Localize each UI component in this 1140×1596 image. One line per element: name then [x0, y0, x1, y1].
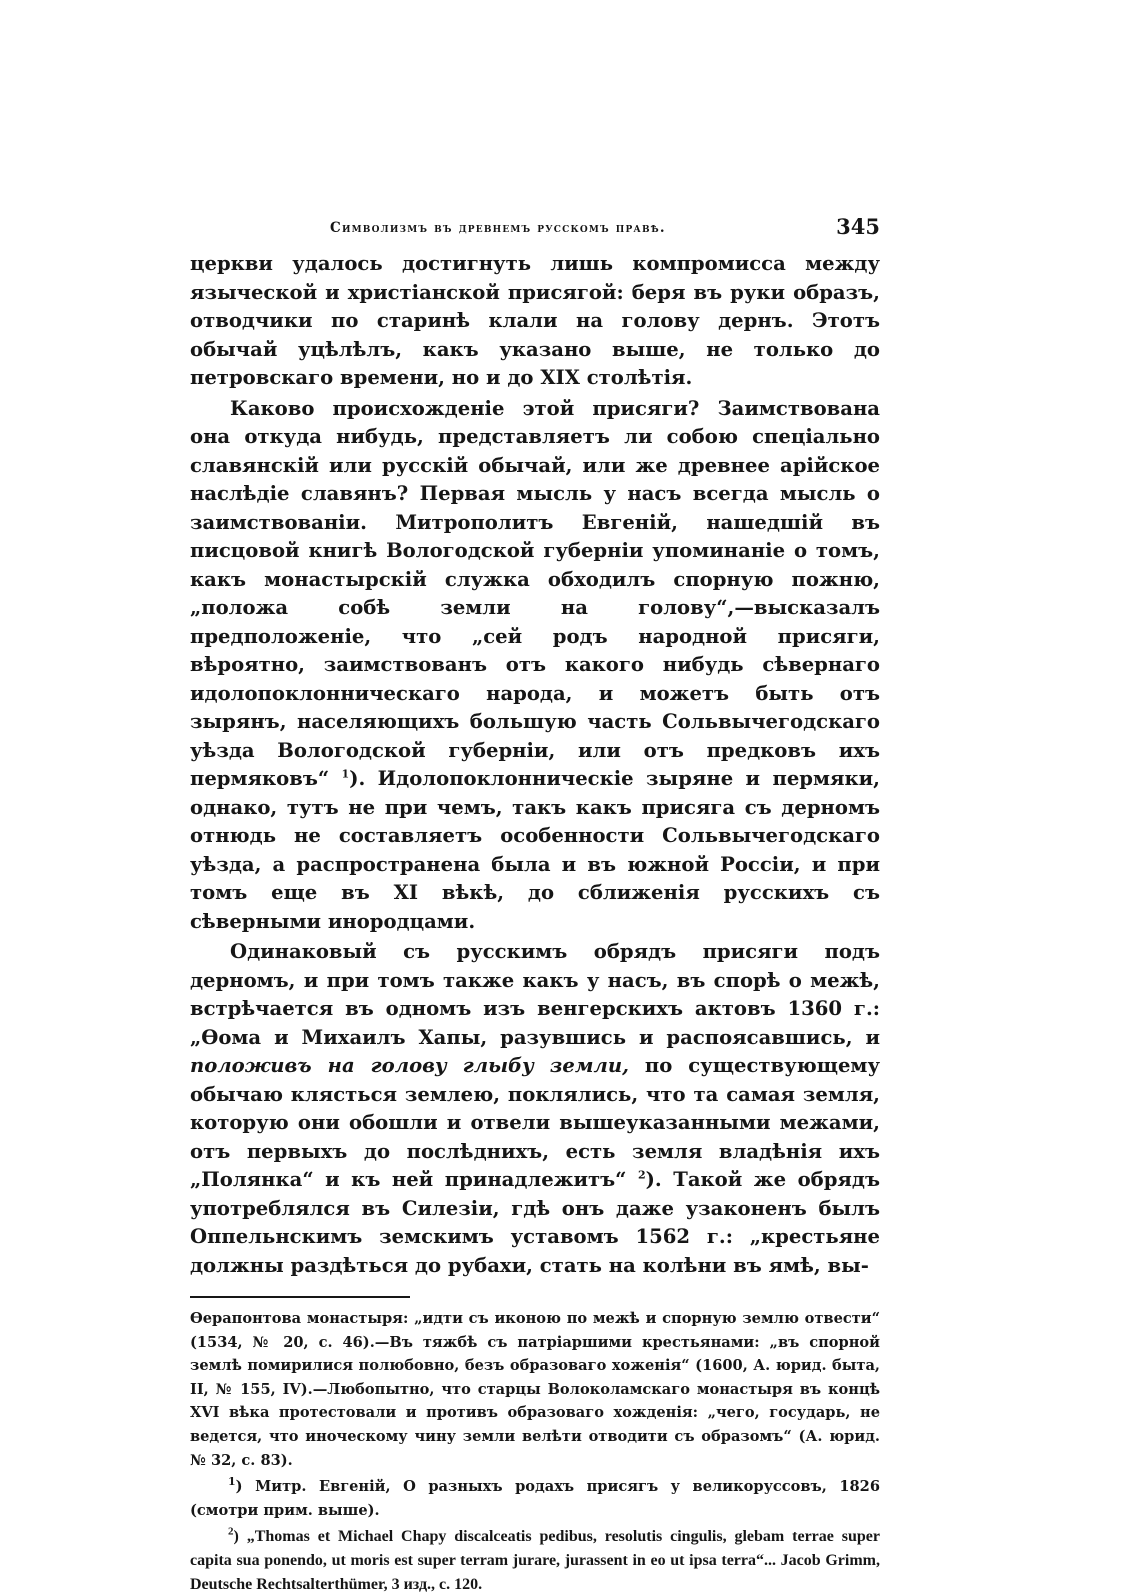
- footnote-1: [190, 1475, 880, 1522]
- paragraph-1-text: церкви удалось достигнуть лишь компромисса между языческой и христіанской присягой: беря въ руки образъ, отводчики по старинѣ клали на голову дернъ. Этотъ обычай уцѣлѣлъ, какъ указано выше, не только до петровскаго времени, но и до XIX столѣтія.: [190, 252, 880, 389]
- footnote-2-marker: 2: [228, 1526, 234, 1539]
- book-page: [190, 208, 880, 1596]
- paragraph-3-text-b: по существующему обычаю клясться землею, поклялись, что та самая земля, которую они обошли и отвели вышеуказанными межами, отъ первыхъ до послѣднихъ, есть земля владѣнія ихъ „Полянка“ и къ ней принадлежитъ“: [190, 1054, 880, 1191]
- page-number: 345: [836, 214, 880, 239]
- footnote-divider: [190, 1296, 410, 1298]
- footnote-2: [190, 1525, 880, 1596]
- paragraph-3-text-c: ). Такой же обрядъ употреблялся въ Силезіи, гдѣ онъ даже узаконенъ былъ Оппельнскимъ земскимъ уставомъ 1562 г.: „крестьяне должны раздѣться до рубахи, стать на колѣни въ ямѣ, вы-: [190, 1168, 880, 1277]
- footnote-ref-1: 1: [341, 767, 350, 781]
- footnote-1-text: ) Митр. Евгеній, О разныхъ родахъ присягъ у великоруссовъ, 1826 (смотри прим. выше).: [190, 1478, 880, 1519]
- paragraph-2-text-b: ). Идолопоклонническіе зыряне и пермяки, однако, тутъ не при чемъ, такъ какъ присяга съ дерномъ отнюдь не составляетъ особенности Сольвычегодскаго уѣзда, а распространена была и въ южной Россіи, и при томъ еще въ XI вѣкѣ, до сближенія русскихъ съ сѣверными инородцами.: [190, 767, 880, 933]
- paragraph-3-text-a: Одинаковый съ русскимъ обрядъ присяги подъ дерномъ, и при томъ также какъ у насъ, въ спорѣ о межѣ, встрѣчается въ одномъ изъ венгерскихъ актовъ 1360 г.: „Ѳома и Михаилъ Хапы, разувшись и распоясавшись, и: [190, 940, 880, 1049]
- footnote-continuation-text: Ѳерапонтова монастыря: „идти съ иконою по межѣ и спорную землю отвести“ (1534, № 20, с. 46).—Въ тяжбѣ съ патріаршими крестьянами: „въ спорной землѣ помирилися полюбовно, безъ образоваго хоженія“ (1600, А. юрид. быта, II, № 155, IV).—Любопытно, что старцы Волоколамскаго монастыря въ концѣ XVI вѣка протестовали и противъ образоваго хожденія: „чего, государь, не ведется, что иноческому чину земли велѣти отводити съ образомъ“ (А. юрид. № 32, с. 83).: [190, 1310, 880, 1469]
- footnote-2-text: ) „Thomas et Michael Chapy discalceatis pedibus, resolutis cingulis, glebam terrae super capita sua ponendo, ut moris est super terram jurare, jurassent in eo ut ipsa terra“... Jacob Grimm, Deutsche Rechtsalterthümer, 3 изд., с. 120.: [190, 1528, 880, 1593]
- footnote-ref-2: 2: [637, 1168, 646, 1182]
- paragraph-3-italic: положивъ на голову глыбу земли,: [190, 1054, 629, 1077]
- paragraph-3: [190, 938, 880, 1280]
- running-title: Символизмъ въ древнемъ русскомъ правѣ.: [330, 220, 666, 236]
- footnote-1-marker: 1: [228, 1475, 236, 1489]
- paragraph-2-text-a: Каково происхожденіе этой присяги? Заимствована она откуда нибудь, представляетъ ли собою спеціально славянскій или русскій обычай, или же древнее арійское наслѣдіе славянъ? Первая мысль у насъ всегда мысль о заимствованіи. Митрополитъ Евгеній, нашедшій въ писцовой книгѣ Вологодской губерніи упоминаніе о томъ, какъ монастырскій служка обходилъ спорную пожню, „положа собѣ земли на голову“,—высказалъ предположеніе, что „сей родъ народной присяги, вѣроятно, заимствованъ отъ какого нибудь сѣвернаго идолопоклонническаго народа, и можетъ быть отъ зырянъ, населяющихъ большую часть Сольвычегодскаго уѣзда Вологодской губерніи, или отъ предковъ ихъ пермяковъ“: [190, 396, 880, 790]
- paragraph-1: [190, 250, 880, 393]
- running-head: [190, 208, 880, 250]
- paragraph-2: [190, 395, 880, 937]
- footnote-continuation: [190, 1307, 880, 1472]
